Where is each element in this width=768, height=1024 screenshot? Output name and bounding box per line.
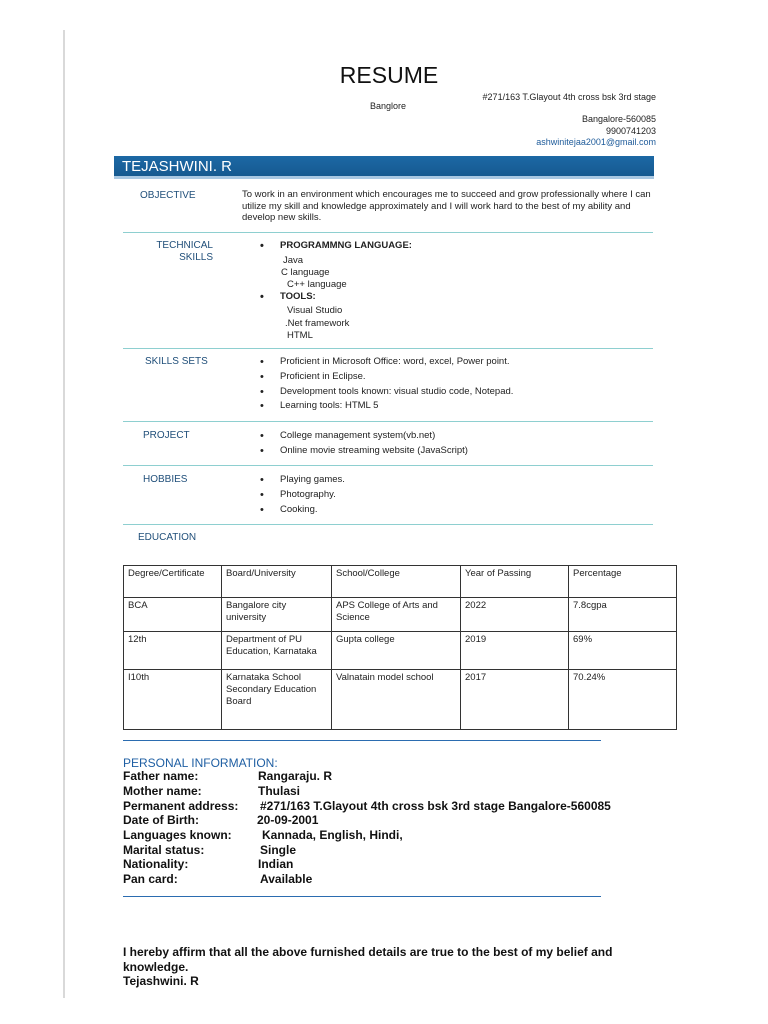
page-margin-line bbox=[63, 30, 65, 998]
nationality-value: Indian bbox=[258, 857, 294, 871]
table-row bbox=[124, 670, 677, 730]
hobbies-list bbox=[260, 473, 345, 517]
father-name-value: Rangaraju. R bbox=[258, 769, 333, 783]
column-header: Board/University bbox=[222, 566, 332, 598]
permanent-address-label: Permanent address: bbox=[123, 799, 239, 813]
column-header: School/College bbox=[332, 566, 461, 598]
table-cell: 70.24% bbox=[569, 670, 677, 730]
list-item: • Photography. bbox=[260, 488, 345, 503]
list-item: • College management system(vb.net) bbox=[260, 429, 468, 444]
pan-card-value: Available bbox=[260, 872, 313, 886]
tools-item: HTML bbox=[287, 330, 313, 341]
table-cell: Valnatain model school bbox=[332, 670, 461, 730]
programming-item: C language bbox=[281, 267, 330, 278]
name-banner bbox=[114, 156, 654, 179]
divider bbox=[123, 348, 653, 349]
personal-info-heading: PERSONAL INFORMATION: bbox=[123, 756, 278, 770]
marital-status-value: Single bbox=[260, 843, 297, 857]
tools-list bbox=[260, 290, 316, 305]
list-item: • Proficient in Microsoft Office: word, excel, Power point. bbox=[260, 355, 513, 370]
table-row bbox=[124, 632, 677, 670]
list-item: • Playing games. bbox=[260, 473, 345, 488]
table-cell: BCA bbox=[124, 598, 222, 632]
column-header: Percentage bbox=[569, 566, 677, 598]
table-cell: 7.8cgpa bbox=[569, 598, 677, 632]
address-line-1: #271/163 T.Glayout 4th cross bsk 3rd stage bbox=[482, 92, 656, 102]
table-cell: 2022 bbox=[461, 598, 569, 632]
table-cell: 2017 bbox=[461, 670, 569, 730]
dob-value: 20-09-2001 bbox=[257, 813, 319, 827]
list-item: • Cooking. bbox=[260, 503, 345, 518]
tools-item: .Net framework bbox=[285, 318, 350, 329]
list-item: • Proficient in Eclipse. bbox=[260, 370, 513, 385]
column-header: Year of Passing bbox=[461, 566, 569, 598]
education-label: EDUCATION bbox=[138, 532, 197, 543]
objective-text: To work in an environment which encourages me to succeed and grow professionally where I can utilize my skill and knowledge approximately and I will work hard to the best of my ability and develop new skills. bbox=[242, 189, 651, 223]
list-item: • Online movie streaming website (JavaScript) bbox=[260, 444, 468, 459]
marital-status-label: Marital status: bbox=[123, 843, 205, 857]
technical-skills-label bbox=[123, 240, 213, 264]
phone-number: 9900741203 bbox=[605, 125, 656, 136]
dob-label: Date of Birth: bbox=[123, 813, 199, 827]
section-rule bbox=[123, 896, 601, 897]
skill-sets-label: SKILLS SETS bbox=[145, 356, 208, 367]
tools-heading: • TOOLS: bbox=[260, 290, 316, 305]
mother-name-value: Thulasi bbox=[258, 784, 301, 798]
languages-label: Languages known: bbox=[123, 828, 232, 842]
list-item: • Development tools known: visual studio code, Notepad. bbox=[260, 385, 513, 400]
mother-name-label: Mother name: bbox=[123, 784, 202, 798]
table-header-row bbox=[124, 566, 677, 598]
programming-heading: • PROGRAMMNG LANGUAGE: bbox=[260, 239, 412, 254]
divider bbox=[123, 524, 653, 525]
programming-item: C++ language bbox=[287, 279, 347, 290]
table-cell: APS College of Arts and Science bbox=[332, 598, 461, 632]
table-row bbox=[124, 598, 677, 632]
tools-item: Visual Studio bbox=[287, 305, 343, 316]
technical-skills-label-line1: TECHNICAL bbox=[156, 240, 213, 251]
education-table bbox=[123, 565, 677, 730]
hobbies-label: HOBBIES bbox=[143, 474, 188, 485]
father-name-label: Father name: bbox=[123, 769, 199, 783]
section-rule bbox=[123, 740, 601, 741]
divider bbox=[123, 465, 653, 466]
pan-card-label: Pan card: bbox=[123, 872, 178, 886]
column-header: Degree/Certificate bbox=[124, 566, 222, 598]
table-cell: Karnataka School Secondary Education Board bbox=[222, 670, 332, 730]
programming-list bbox=[260, 239, 412, 254]
project-label: PROJECT bbox=[143, 430, 190, 441]
resume-title: RESUME bbox=[339, 62, 439, 88]
table-cell: Department of PU Education, Karnataka bbox=[222, 632, 332, 670]
permanent-address-value: #271/163 T.Glayout 4th cross bsk 3rd stage Bangalore-560085 bbox=[260, 799, 611, 813]
table-cell: Gupta college bbox=[332, 632, 461, 670]
address-line-2: Bangalore-560085 bbox=[581, 114, 656, 124]
city-text: Banglore bbox=[370, 101, 407, 111]
email-address[interactable]: ashwinitejaa2001@gmail.com bbox=[536, 137, 656, 147]
divider bbox=[123, 232, 653, 233]
objective-label: OBJECTIVE bbox=[140, 190, 196, 201]
table-cell: Bangalore city university bbox=[222, 598, 332, 632]
table-cell: 2019 bbox=[461, 632, 569, 670]
signature-name: Tejashwini. R bbox=[123, 974, 199, 988]
candidate-name: TEJASHWINI. R bbox=[122, 158, 233, 175]
declaration-text: I hereby affirm that all the above furnished details are true to the best of my belief and knowledge. bbox=[123, 945, 613, 974]
table-cell: I10th bbox=[124, 670, 222, 730]
project-list bbox=[260, 429, 468, 459]
languages-value: Kannada, English, Hindi, bbox=[262, 828, 403, 842]
contact-block bbox=[536, 114, 656, 149]
nationality-label: Nationality: bbox=[123, 857, 189, 871]
divider bbox=[123, 421, 653, 422]
list-item: • Learning tools: HTML 5 bbox=[260, 399, 513, 414]
programming-item: Java bbox=[283, 255, 304, 266]
skill-sets-list bbox=[260, 355, 513, 414]
table-cell: 12th bbox=[124, 632, 222, 670]
table-cell: 69% bbox=[569, 632, 677, 670]
technical-skills-label-line2: SKILLS bbox=[179, 252, 213, 263]
